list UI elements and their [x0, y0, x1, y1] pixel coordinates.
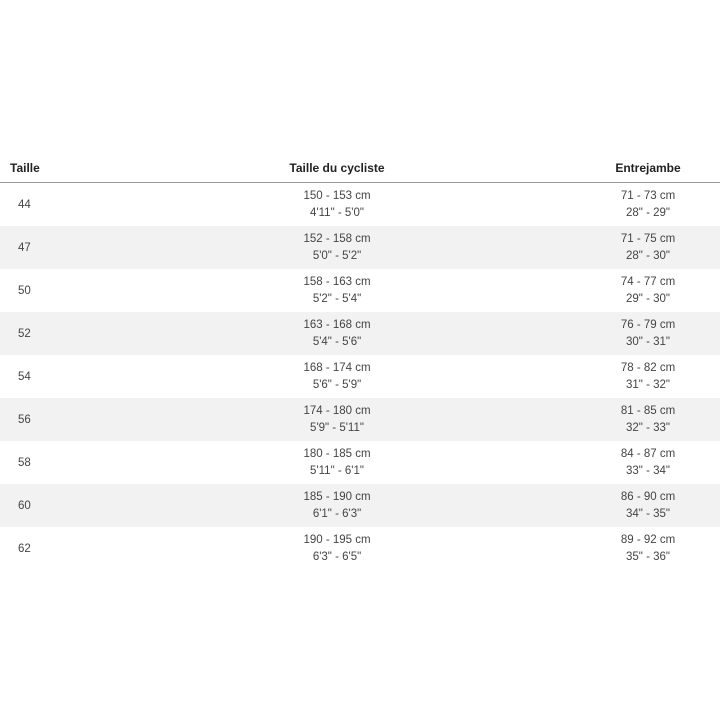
table-row [0, 484, 720, 527]
inseam-cm: 71 - 75 cm [620, 232, 676, 245]
inseam-cm: 84 - 87 cm [620, 447, 676, 460]
inseam-in: 34" - 35" [626, 507, 670, 520]
inseam-cm: 71 - 73 cm [620, 189, 676, 202]
rider-height-cell [80, 360, 434, 394]
rider-height-cm: 168 - 174 cm [303, 361, 371, 374]
inseam-cm: 78 - 82 cm [620, 361, 676, 374]
inseam-in: 28" - 30" [626, 249, 670, 262]
rider-height-cm: 152 - 158 cm [303, 232, 371, 245]
size-cell: 62 [18, 542, 31, 555]
inseam-cm: 81 - 85 cm [620, 404, 676, 417]
table-body [0, 183, 720, 570]
inseam-cell [434, 188, 720, 222]
rider-height-ft: 5'2" - 5'4" [312, 292, 362, 305]
inseam-in: 33" - 34" [626, 464, 670, 477]
inseam-in: 29" - 30" [626, 292, 670, 305]
inseam-in: 32" - 33" [626, 421, 670, 434]
rider-height-cell [80, 274, 434, 308]
inseam-in: 35" - 36" [626, 550, 670, 563]
inseam-cm: 76 - 79 cm [620, 318, 676, 331]
rider-height-cell [80, 231, 434, 265]
table-row [0, 312, 720, 355]
table-row [0, 183, 720, 226]
rider-height-ft: 5'9" - 5'11" [310, 421, 364, 434]
rider-height-cm: 180 - 185 cm [303, 447, 371, 460]
table-header [0, 153, 720, 183]
inseam-cm: 86 - 90 cm [620, 490, 676, 503]
rider-height-cm: 150 - 153 cm [303, 189, 371, 202]
size-cell: 56 [18, 413, 31, 426]
inseam-cell [434, 274, 720, 308]
inseam-cm: 89 - 92 cm [620, 533, 676, 546]
rider-height-ft: 6'1" - 6'3" [312, 507, 362, 520]
size-cell: 47 [18, 241, 31, 254]
inseam-cell [434, 360, 720, 394]
rider-height-cm: 185 - 190 cm [303, 490, 371, 503]
table-row [0, 527, 720, 570]
table-row [0, 398, 720, 441]
table-row [0, 226, 720, 269]
inseam-cell [434, 532, 720, 566]
header-rider-height-wrap [80, 161, 434, 175]
rider-height-ft: 6'3" - 6'5" [312, 550, 362, 563]
rider-height-ft: 4'11" - 5'0" [310, 206, 364, 219]
rider-height-cell [80, 532, 434, 566]
rider-height-cell [80, 403, 434, 437]
rider-height-ft: 5'0" - 5'2" [312, 249, 362, 262]
table-row [0, 441, 720, 484]
header-inseam: Entrejambe [615, 160, 681, 175]
rider-height-cell [80, 446, 434, 480]
table-row [0, 269, 720, 312]
header-size: Taille [10, 160, 40, 175]
size-cell: 54 [18, 370, 31, 383]
header-rider-height: Taille du cycliste [289, 160, 385, 175]
rider-height-cm: 158 - 163 cm [303, 275, 371, 288]
rider-height-ft: 5'4" - 5'6" [312, 335, 362, 348]
rider-height-cell [80, 489, 434, 523]
inseam-cell [434, 231, 720, 265]
rider-height-cm: 174 - 180 cm [303, 404, 371, 417]
rider-height-cm: 163 - 168 cm [303, 318, 371, 331]
inseam-in: 31" - 32" [626, 378, 670, 391]
inseam-cell [434, 446, 720, 480]
inseam-in: 28" - 29" [626, 206, 670, 219]
rider-height-cell [80, 188, 434, 222]
inseam-cell [434, 489, 720, 523]
rider-height-ft: 5'6" - 5'9" [312, 378, 362, 391]
size-cell: 60 [18, 499, 31, 512]
inseam-cell [434, 317, 720, 351]
size-cell: 44 [18, 198, 31, 211]
rider-height-ft: 5'11" - 6'1" [310, 464, 364, 477]
rider-height-cell [80, 317, 434, 351]
table-row [0, 355, 720, 398]
inseam-cell [434, 403, 720, 437]
inseam-cm: 74 - 77 cm [620, 275, 676, 288]
header-inseam-wrap [434, 161, 720, 175]
inseam-in: 30" - 31" [626, 335, 670, 348]
size-chart-table [0, 153, 720, 570]
size-cell: 50 [18, 284, 31, 297]
rider-height-cm: 190 - 195 cm [303, 533, 371, 546]
size-cell: 58 [18, 456, 31, 469]
size-cell: 52 [18, 327, 31, 340]
